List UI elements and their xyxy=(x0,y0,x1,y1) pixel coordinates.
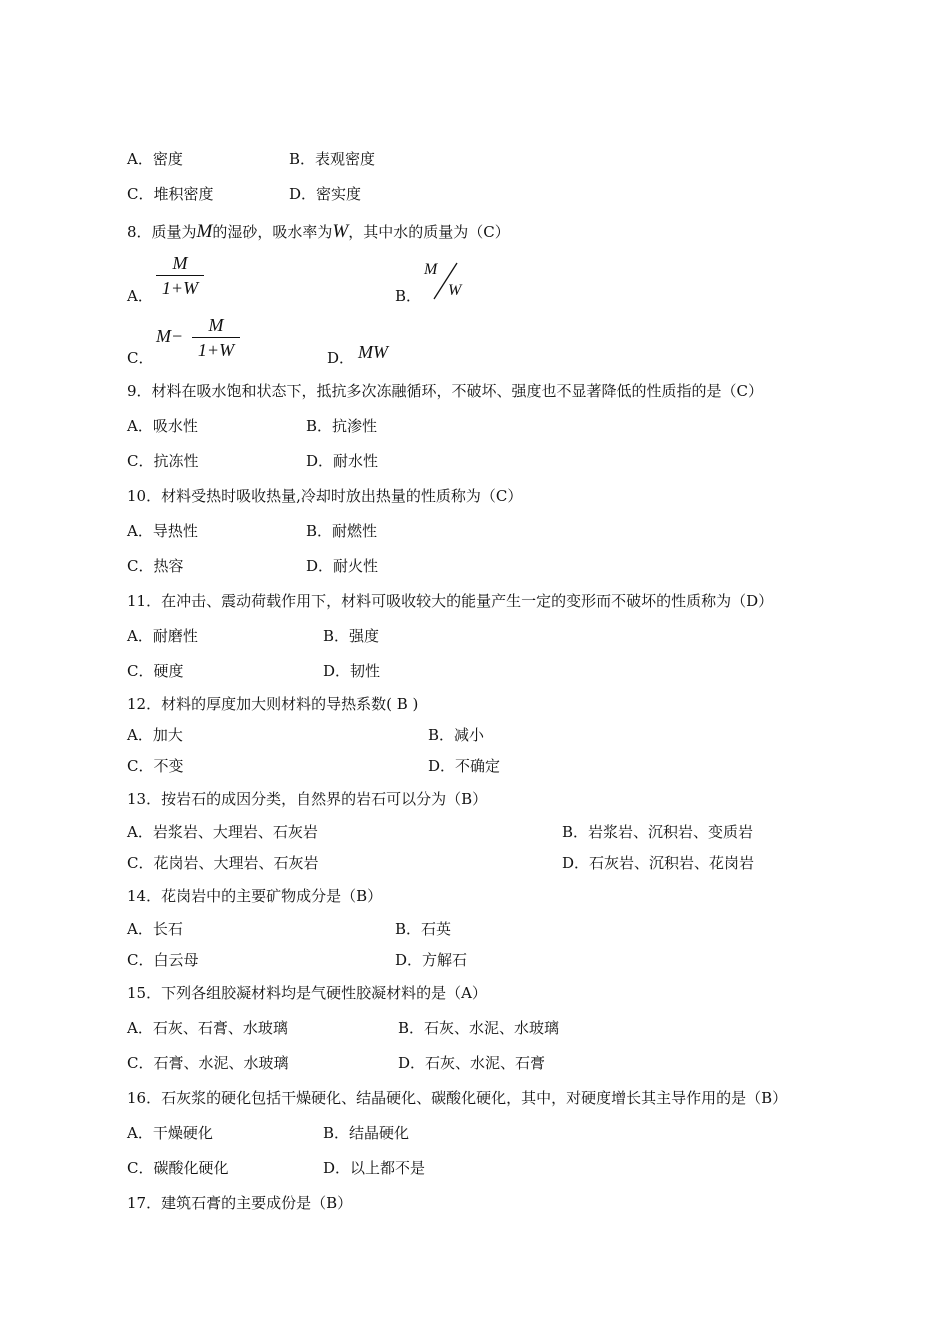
q8-option-c-label: C． xyxy=(127,349,154,367)
q8-var-w: W xyxy=(332,221,349,242)
q8-option-a-numerator: M xyxy=(172,253,188,273)
q12-option-a: A．加大 xyxy=(127,726,183,744)
q16-option-d: D．以上都不是 xyxy=(323,1159,426,1177)
q7-option-d: D．密实度 xyxy=(289,185,362,203)
q8-option-d-expression: MW xyxy=(358,342,388,362)
q14-option-b: B．石英 xyxy=(395,920,452,938)
q8-option-d-label: D． xyxy=(327,349,355,367)
q8-suffix: ，其中水的质量为（C） xyxy=(348,223,510,241)
q8-option-b-m: M xyxy=(424,261,438,278)
q8-question xyxy=(127,222,510,242)
q7-option-c: C．堆积密度 xyxy=(127,185,214,203)
q14-option-c: C．白云母 xyxy=(127,951,199,969)
q13-option-c: C．花岗岩、大理岩、石灰岩 xyxy=(127,854,319,872)
q8-option-a-fraction xyxy=(156,252,204,299)
q10-option-b: B．耐燃性 xyxy=(306,522,378,540)
q16-option-c: C．碳酸化硬化 xyxy=(127,1159,229,1177)
q13-option-d: D．石灰岩、沉积岩、花岗岩 xyxy=(562,854,755,872)
q8-option-a-label: A． xyxy=(127,287,153,305)
q11-option-b: B．强度 xyxy=(323,627,380,645)
q8-middle: 的湿砂，吸水率为 xyxy=(212,223,333,241)
q8-option-b-expression xyxy=(422,261,470,301)
q8-option-b-w: W xyxy=(448,282,462,299)
q7-option-a: A．密度 xyxy=(127,150,183,168)
q8-option-c-fraction xyxy=(192,314,240,361)
q12-option-d: D．不确定 xyxy=(428,757,501,775)
q8-option-c-numerator: M xyxy=(208,315,224,335)
fraction-bar xyxy=(156,275,204,276)
q9-question: 9．材料在吸水饱和状态下，抵抗多次冻融循环，不破坏、强度也不显著降低的性质指的是（C） xyxy=(127,382,764,400)
q11-option-d: D．韧性 xyxy=(323,662,381,680)
q14-option-a: A．长石 xyxy=(127,920,183,938)
q16-option-b: B．结晶硬化 xyxy=(323,1124,410,1142)
q13-option-b: B．岩浆岩、沉积岩、变质岩 xyxy=(562,823,754,841)
q12-option-b: B．减小 xyxy=(428,726,485,744)
q13-question: 13．按岩石的成因分类，自然界的岩石可以分为（B） xyxy=(127,790,488,808)
q9-option-a: A．吸水性 xyxy=(127,417,198,435)
q12-option-c: C．不变 xyxy=(127,757,184,775)
q9-option-b: B．抗渗性 xyxy=(306,417,378,435)
q8-prefix: 8．质量为 xyxy=(127,223,197,241)
q10-option-a: A．导热性 xyxy=(127,522,198,540)
slash-icon xyxy=(422,261,470,301)
q8-option-a-denominator: 1+W xyxy=(161,278,199,298)
q11-option-c: C．硬度 xyxy=(127,662,184,680)
q9-option-d: D．耐水性 xyxy=(306,452,379,470)
q15-option-a: A．石灰、石膏、水玻璃 xyxy=(127,1019,288,1037)
q15-option-d: D．石灰、水泥、石膏 xyxy=(398,1054,546,1072)
q8-option-b-label: B． xyxy=(395,287,422,305)
q8-var-m: M xyxy=(196,221,213,242)
q13-option-a: A．岩浆岩、大理岩、石灰岩 xyxy=(127,823,318,841)
q11-option-a: A．耐磨性 xyxy=(127,627,198,645)
q11-question: 11．在冲击、震动荷载作用下，材料可吸收较大的能量产生一定的变形而不破坏的性质称为（D） xyxy=(127,592,774,610)
q15-option-c: C．石膏、水泥、水玻璃 xyxy=(127,1054,289,1072)
q16-question: 16．石灰浆的硬化包括干燥硬化、结晶硬化、碳酸化硬化，其中，对硬度增长其主导作用的是（B） xyxy=(127,1089,788,1107)
q10-question: 10．材料受热时吸收热量,冷却时放出热量的性质称为（C） xyxy=(127,487,523,505)
q9-option-c: C．抗冻性 xyxy=(127,452,199,470)
q14-option-d: D．方解石 xyxy=(395,951,468,969)
fraction-bar xyxy=(192,337,240,338)
q8-option-c-denominator: 1+W xyxy=(197,340,235,360)
q14-question: 14．花岗岩中的主要矿物成分是（B） xyxy=(127,887,383,905)
q10-option-d: D．耐火性 xyxy=(306,557,379,575)
q8-option-c-lead: M− xyxy=(156,326,184,346)
q17-question: 17．建筑石膏的主要成份是（B） xyxy=(127,1194,353,1212)
q15-option-b: B．石灰、水泥、水玻璃 xyxy=(398,1019,560,1037)
q10-option-c: C．热容 xyxy=(127,557,184,575)
q15-question: 15．下列各组胶凝材料均是气硬性胶凝材料的是（A） xyxy=(127,984,487,1002)
q7-option-b: B．表观密度 xyxy=(289,150,376,168)
q16-option-a: A．干燥硬化 xyxy=(127,1124,213,1142)
q12-question: 12．材料的厚度加大则材料的导热系数( B ) xyxy=(127,695,419,713)
